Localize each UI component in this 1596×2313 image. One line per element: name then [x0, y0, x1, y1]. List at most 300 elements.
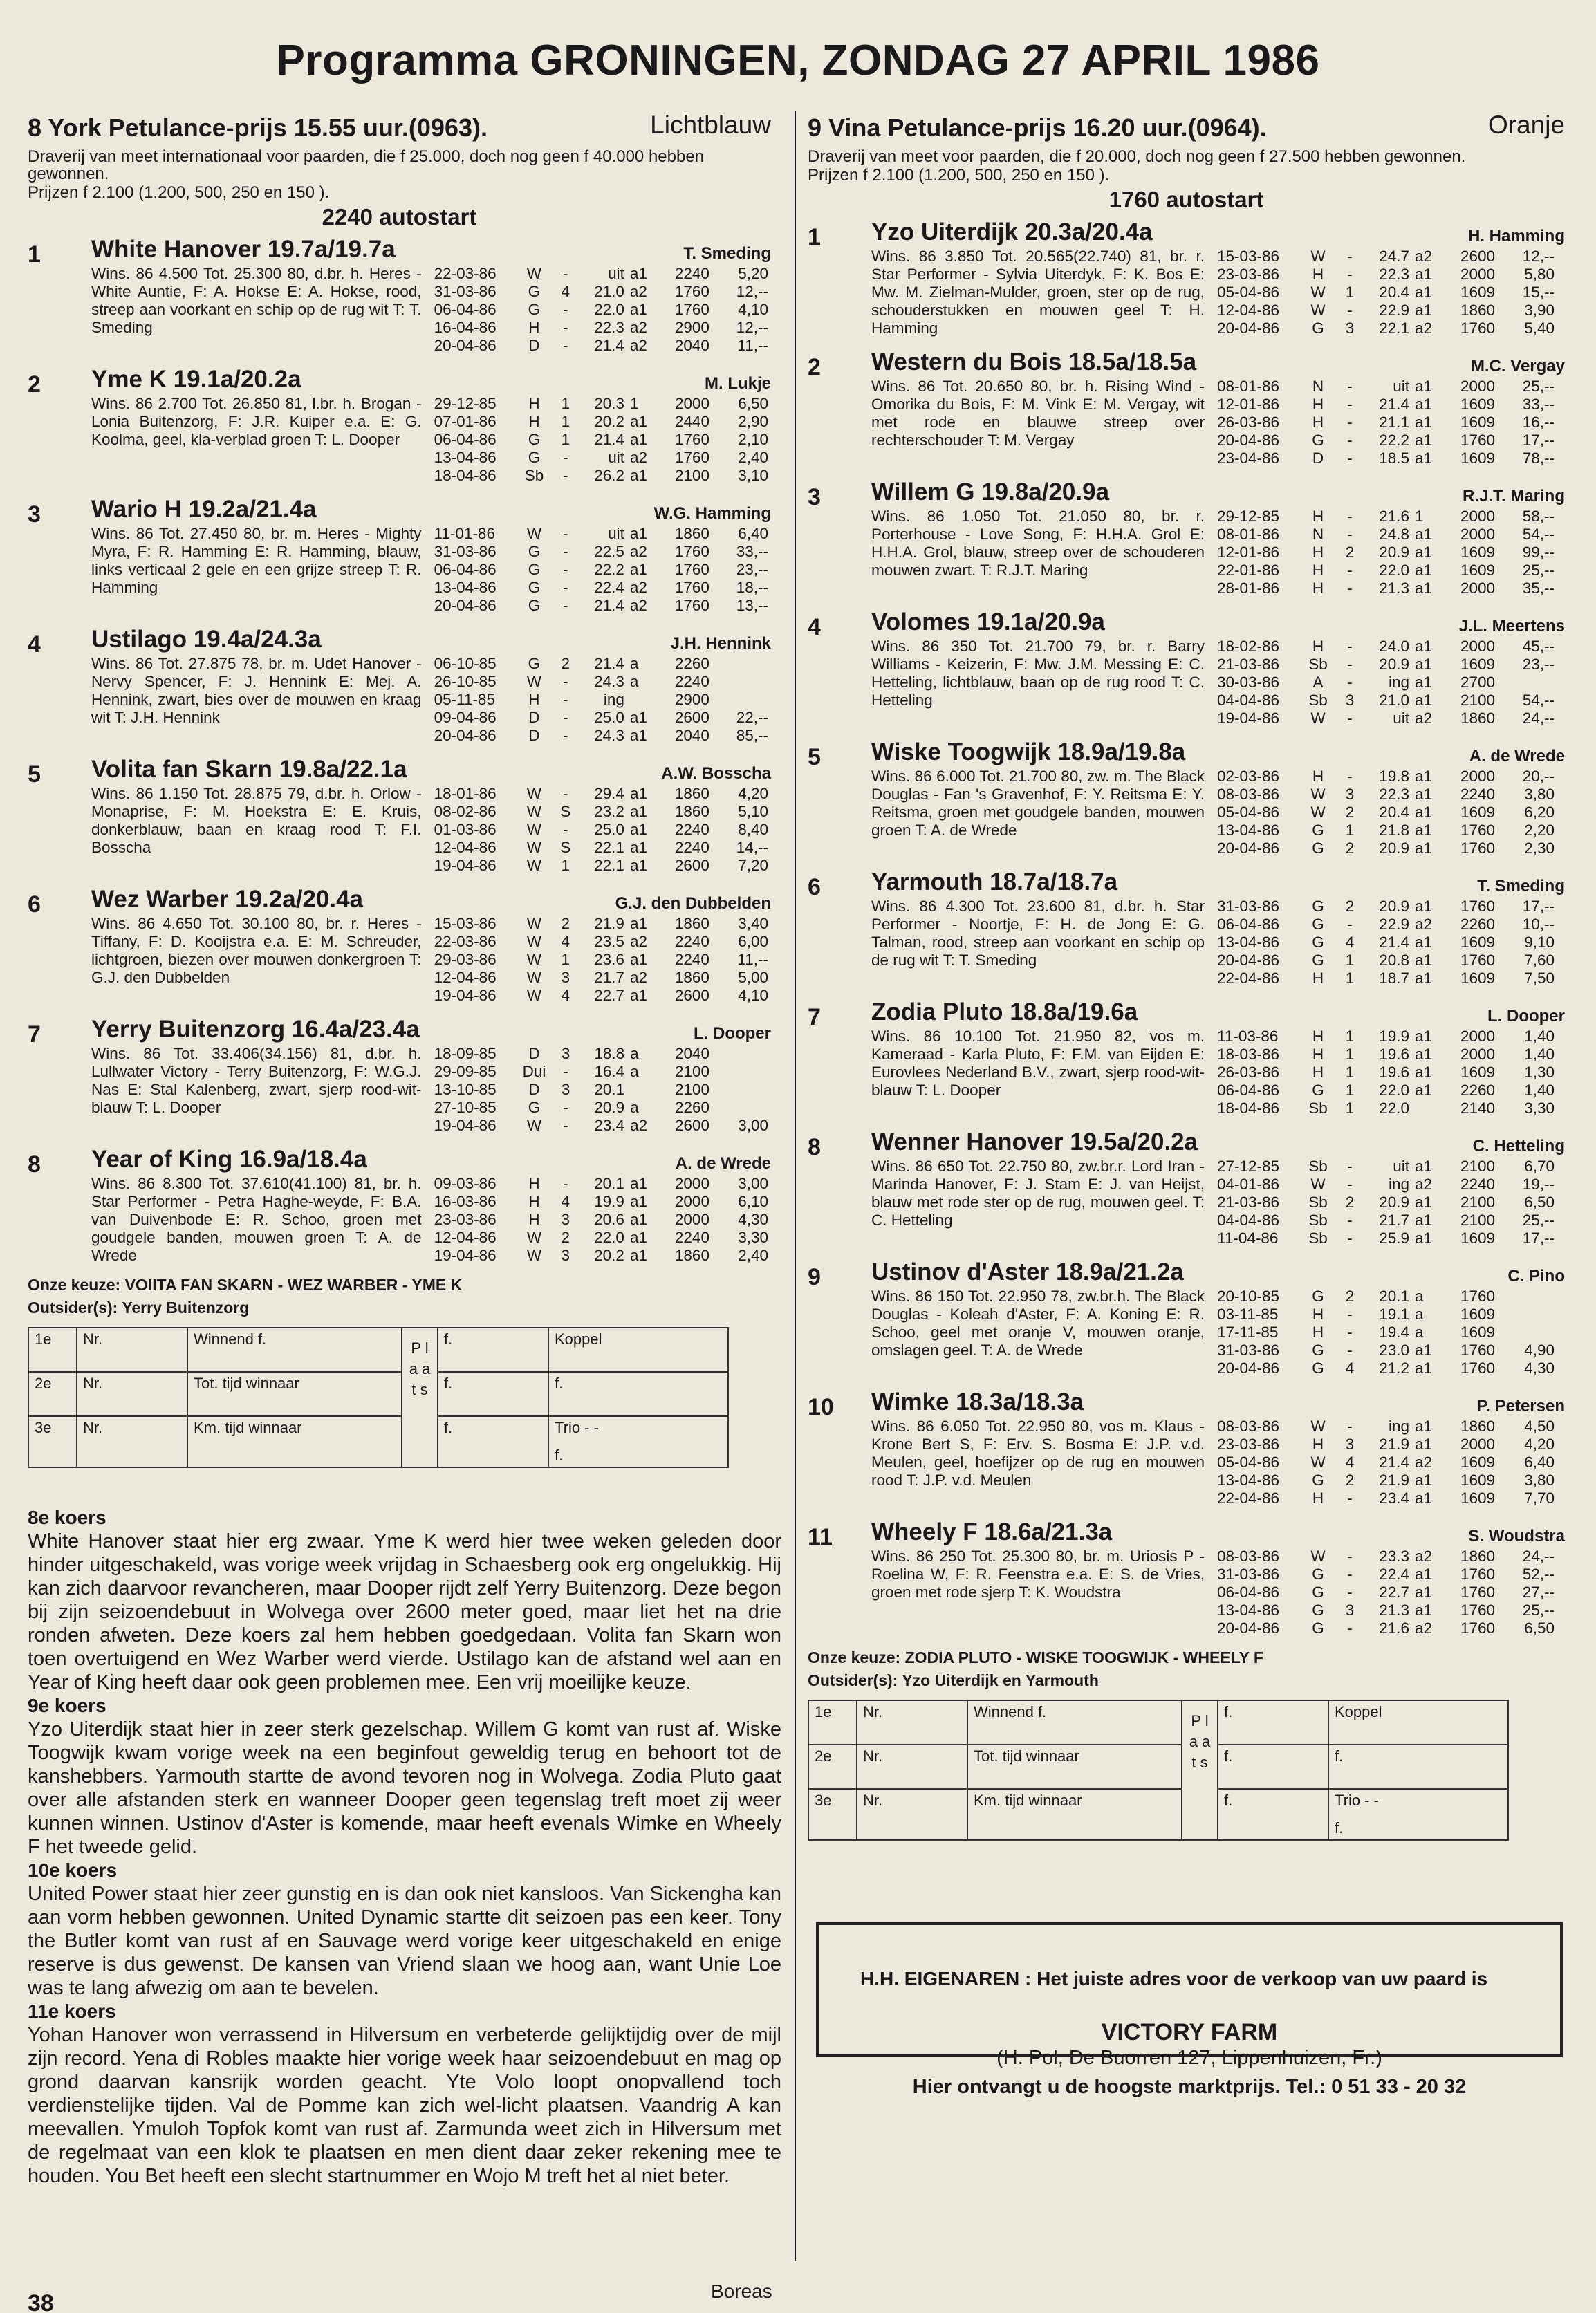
result-cell: 2040 — [674, 727, 709, 744]
result-cell: 20-10-85 — [1217, 1288, 1280, 1305]
result-cell: 1609 — [1460, 1453, 1495, 1471]
result-cell: 09-03-86 — [434, 1175, 497, 1192]
result-cell: a1 — [1415, 544, 1433, 561]
victory-farm-advertisement — [816, 1922, 1563, 2098]
result-cell: 2240 — [674, 673, 709, 690]
horse-entry — [808, 219, 1565, 337]
recent-results-table — [1214, 898, 1557, 987]
result-cell: 22.0 — [1379, 561, 1409, 579]
horse-content — [91, 525, 771, 615]
result-cell: G — [1312, 1288, 1324, 1305]
result-cell: G — [528, 449, 541, 466]
result-cell: 18-09-85 — [434, 1045, 497, 1062]
horse-number: 1 — [808, 224, 821, 250]
result-cell: 5,00 — [738, 969, 768, 986]
result-cell: 2,10 — [738, 431, 768, 448]
result-cell: 27-10-85 — [434, 1099, 497, 1116]
result-cell: a — [629, 673, 639, 690]
result-cell: H — [1312, 561, 1324, 579]
race-prizes: Prijzen f 2.100 (1.200, 500, 250 en 150 ). — [28, 183, 330, 202]
horse-content — [871, 1028, 1565, 1117]
result-cell: N — [1312, 378, 1324, 395]
result-cell: ing — [1388, 1418, 1409, 1435]
plaats-label: P l a a t s — [402, 1328, 438, 1467]
result-cell: 21.4 — [594, 337, 624, 354]
result-cell: 14,-- — [736, 839, 768, 856]
place-label: 3e — [28, 1416, 77, 1467]
horse-description: Wins. 86 4.300 Tot. 23.600 81, d.br. h. Star Performer - Noortje, F: H. de Jong E: G. Talman, rood, streep aan voorkant en schip op de rug wit T: T. Smeding — [871, 898, 1205, 969]
result-cell: 1 — [1345, 1028, 1355, 1045]
result-cell: 4,30 — [1524, 1359, 1555, 1377]
result-cell: 54,-- — [1522, 691, 1555, 709]
result-row — [432, 803, 771, 821]
result-cell: 2,90 — [738, 413, 768, 430]
result-cell: 20.9 — [1379, 898, 1409, 915]
result-cell: 16-04-86 — [434, 319, 497, 336]
result-cell: 22.1 — [594, 857, 624, 874]
result-cell: 13-04-86 — [1217, 933, 1280, 951]
result-cell: H — [1312, 1063, 1324, 1081]
result-cell — [712, 691, 771, 709]
result-cell: G — [1312, 1081, 1324, 1099]
result-cell: 2260 — [675, 1099, 710, 1116]
result-cell: 20-04-86 — [434, 727, 497, 744]
result-cell: a1 — [1415, 1028, 1433, 1045]
result-cell: - — [1347, 1176, 1353, 1193]
result-row — [432, 709, 771, 727]
field-label: Tot. tijd winnaar — [187, 1372, 402, 1416]
result-cell: W — [526, 1117, 542, 1134]
result-cell: a2 — [1415, 1619, 1433, 1637]
result-cell: 25,-- — [1522, 561, 1555, 579]
result-cell: 11-03-86 — [1217, 1028, 1279, 1045]
result-cell: 24.8 — [1379, 526, 1409, 543]
recent-results-table — [1214, 508, 1557, 597]
result-cell: 16-03-86 — [434, 1193, 497, 1210]
result-cell: S — [560, 803, 571, 820]
result-cell: 1760 — [674, 283, 709, 300]
result-cell: 27,-- — [1522, 1583, 1555, 1601]
result-row — [1214, 508, 1557, 526]
result-cell: a1 — [1415, 1418, 1433, 1435]
result-cell: 05-04-86 — [1217, 1453, 1280, 1471]
comment-text: Yohan Hanover won verrassend in Hilversum en verbeterde gelijktijdig over de mijl zijn record. Yena di Robles maakte hier vorige week haar seizoendebuut en mag op grond daarvan kansrijk worden geacht. Yte Volo loopt onopvallend toch verdienstelijke tijden. Val de Pomme kan zich wel-licht plaatsen. Vaandrig A kan meevallen. Ymuloh Topfok komt van rust af. Zarmunda weet zich in Hilversum met de regelmaat van een klok te plaatsen en men dient daar zeker rekening mee te houden. You Bet heeft een slecht startnummer en Wojo M treft het al niet beter. — [28, 2024, 781, 2187]
result-cell: a1 — [1415, 638, 1433, 655]
result-cell: 2100 — [1460, 1193, 1495, 1211]
result-cell: 1609 — [1460, 396, 1495, 413]
result-cell: 2240 — [1460, 786, 1495, 803]
result-cell: 1 — [561, 413, 570, 430]
result-cell: 1760 — [1460, 431, 1495, 449]
result-cell: 18.5 — [1379, 449, 1409, 467]
recent-results-table — [432, 265, 771, 355]
nr-label: Nr. — [857, 1789, 967, 1840]
result-cell: - — [563, 691, 568, 708]
horse-description: Wins. 86 6.000 Tot. 21.700 80, zw. m. The Black Douglas - Fan 's Gravenhof, F: Y. Reitsma E: Y. Reitsma, groen met goudgele banden, mouwen groen T: A. de Wrede — [871, 768, 1205, 839]
result-cell: 2000 — [1460, 638, 1495, 655]
result-cell: 2 — [1345, 1193, 1355, 1211]
result-cell: 1 — [1345, 821, 1355, 839]
result-cell: - — [563, 727, 568, 744]
result-row — [1214, 1453, 1557, 1471]
result-cell: 6,00 — [738, 933, 768, 950]
result-cell: 23.4 — [594, 1117, 625, 1134]
result-cell: - — [563, 1175, 568, 1192]
result-cell: a1 — [629, 857, 647, 874]
horse-content — [91, 655, 771, 745]
result-cell: 19.4 — [1379, 1323, 1409, 1341]
result-cell: 22-04-86 — [1217, 1489, 1280, 1507]
result-cell: a1 — [1415, 1046, 1433, 1063]
result-cell: H — [528, 413, 540, 430]
result-cell: G — [1312, 951, 1324, 969]
result-cell: 7,20 — [738, 857, 768, 874]
result-cell: D — [528, 727, 540, 744]
result-cell: 1,30 — [1524, 1063, 1555, 1081]
result-cell: 20.9 — [1379, 544, 1409, 561]
result-cell: 4,90 — [1524, 1341, 1555, 1359]
result-cell: 13-04-86 — [1217, 821, 1280, 839]
result-cell: 21.6 — [1379, 508, 1409, 525]
result-cell: G — [528, 543, 541, 560]
result-cell: a1 — [1415, 1193, 1433, 1211]
horse-content — [91, 265, 771, 355]
result-cell: 23.4 — [1379, 1489, 1409, 1507]
race-8-column — [28, 111, 771, 1468]
result-cell: - — [1347, 508, 1353, 525]
race-name: 8 York Petulance-prijs 15.55 uur.(0963). — [28, 113, 488, 142]
result-cell: 1609 — [1460, 449, 1495, 467]
page-number: 38 — [28, 2290, 54, 2313]
result-cell: 08-03-86 — [1217, 1548, 1280, 1565]
result-cell: - — [1347, 709, 1353, 727]
result-cell: G — [1312, 431, 1324, 449]
result-cell: 5,40 — [1524, 319, 1555, 337]
result-cell: 19.8 — [1379, 768, 1409, 785]
result-cell: H — [1312, 508, 1324, 525]
horse-description: Wins. 86 3.850 Tot. 20.565(22.740) 81, br. r. Star Performer - Sylvia Uiterdyk, F: K. Bos E: Mw. M. Zielman-Mulder, groen, ster op de rug, schouderstukken en mouwen geel T: H. Hamming — [871, 248, 1205, 337]
result-row — [1214, 933, 1557, 951]
result-cell: a2 — [1415, 1453, 1433, 1471]
result-cell: G — [1312, 916, 1324, 933]
horse-driver: T. Smeding — [1477, 877, 1565, 895]
result-cell: 29-12-85 — [434, 395, 497, 412]
result-cell: 1760 — [674, 579, 709, 596]
result-row — [1214, 561, 1557, 579]
result-cell: G — [1312, 1583, 1324, 1601]
result-cell: 1609 — [1460, 284, 1495, 301]
result-cell: - — [563, 579, 568, 596]
comment-text: White Hanover staat hier erg zwaar. Yme K werd hier twee weken geleden door hinder uitgeschakeld, was vorige week vrijdag in Schaesberg ook erg ongelukkig. Hij kan zich daarvoor revancheren, maar Dooper rijdt zelf Yerry Buitenzorg. Deze begon bij zijn seizoendebuut in Wolvega over 2600 meter goed, maar liet het na drie ronden afweten. Deze koers zal hem hebben goedgedaan. Volita fan Skarn won toen overtuigend en Wez Warber werd vierde. Ustilago kan de afstand wel aan en Year of King heeft daar ook geen problemen mee. Een vrij moeilijke keuze. — [28, 1530, 781, 1693]
result-cell: 20-04-86 — [1217, 1359, 1280, 1377]
result-cell: 12,-- — [736, 283, 768, 300]
result-cell: 1860 — [674, 803, 709, 820]
result-cell: 17,-- — [1522, 1229, 1555, 1247]
result-cell: 2,30 — [1524, 839, 1555, 857]
result-cell: - — [563, 1117, 568, 1134]
result-row — [432, 1099, 771, 1117]
result-cell: 3,30 — [738, 1229, 768, 1246]
result-form-row — [28, 1372, 728, 1416]
result-row — [432, 561, 771, 579]
result-cell: 6,10 — [738, 1193, 768, 1210]
result-cell: H — [1312, 544, 1324, 561]
horse-driver: M.C. Vergay — [1470, 357, 1565, 375]
result-row — [432, 673, 771, 691]
result-cell: G — [1312, 1601, 1324, 1619]
comment-heading: 9e koers — [28, 1695, 106, 1716]
comment-text: United Power staat hier zeer gunstig en is dan ook niet kansloos. Van Sickengha kan aan vorm hebben gewonnen. United Dynamic startte dit seizoen pas een keer. Tony the Butler komt van rust af en Sauvage werd vorige keer uitgeschakeld en enige reserve is dus gewenst. De kansen van Vriend slaan we hoog aan, want Unie Loe was te lang afwezig om aan te bevelen. — [28, 1883, 781, 1999]
field-label: Winnend f. — [187, 1328, 402, 1372]
result-cell: 18,-- — [736, 579, 768, 596]
result-cell: 20.9 — [1379, 839, 1409, 857]
result-cell: a1 — [1415, 414, 1433, 431]
result-row — [1214, 1418, 1557, 1436]
place-label: 1e — [28, 1328, 77, 1372]
horse-number: 7 — [808, 1004, 821, 1030]
horse-entry — [28, 366, 771, 485]
result-cell: 12-04-86 — [434, 1229, 497, 1246]
result-cell: 2 — [561, 915, 570, 932]
result-cell: H — [1312, 266, 1324, 283]
result-cell: 2 — [1345, 544, 1355, 561]
result-cell: D — [528, 1045, 540, 1062]
result-cell: 22.4 — [594, 579, 624, 596]
result-form-row — [28, 1416, 728, 1467]
result-cell: 02-03-86 — [1217, 768, 1280, 785]
result-form-row — [808, 1789, 1508, 1840]
result-cell: 22.2 — [594, 561, 624, 578]
horse-body — [91, 626, 771, 745]
result-cell: - — [1347, 656, 1353, 673]
result-row — [1214, 1288, 1557, 1306]
result-row — [432, 283, 771, 301]
horse-name-row — [871, 1518, 1565, 1548]
horse-entry — [808, 998, 1565, 1117]
result-cell — [1498, 1288, 1557, 1306]
result-cell: 1760 — [674, 301, 709, 318]
result-cell: 1609 — [1460, 933, 1495, 951]
result-cell: 2000 — [1460, 1436, 1495, 1453]
result-cell: a1 — [1415, 803, 1433, 821]
horse-driver: P. Petersen — [1476, 1397, 1565, 1415]
result-cell: H — [1312, 1306, 1324, 1323]
horse-driver: L. Dooper — [694, 1024, 771, 1043]
horse-entry — [28, 236, 771, 355]
race-9-column — [808, 111, 1565, 1841]
result-cell: 12-04-86 — [434, 969, 497, 986]
horse-name: Wiske Toogwijk 18.9a/19.8a — [871, 739, 1186, 765]
result-row — [1214, 691, 1557, 709]
result-cell: 52,-- — [1522, 1566, 1555, 1583]
result-row — [1214, 898, 1557, 916]
result-cell: a1 — [629, 1247, 647, 1264]
horse-number: 6 — [808, 874, 821, 900]
result-cell: 25,-- — [1522, 1211, 1555, 1229]
result-cell: a2 — [1415, 709, 1433, 727]
pool-label: f. — [1328, 1745, 1508, 1789]
result-cell — [1498, 1323, 1557, 1341]
result-cell — [712, 1099, 771, 1117]
result-row — [1214, 1081, 1557, 1099]
horse-name: Wheely F 18.6a/21.3a — [871, 1518, 1113, 1545]
horse-body — [91, 1016, 771, 1135]
result-cell: 05-11-85 — [434, 691, 495, 708]
f-label: f. — [1218, 1745, 1328, 1789]
result-cell: W — [526, 987, 542, 1004]
result-cell: 07-01-86 — [434, 413, 497, 430]
result-cell: 21.4 — [1379, 933, 1409, 951]
result-cell: - — [1347, 1158, 1353, 1175]
race-comments — [28, 1506, 781, 2188]
horse-body — [91, 366, 771, 485]
horse-number: 5 — [28, 761, 41, 788]
horse-driver: S. Woudstra — [1468, 1527, 1565, 1545]
result-cell: a1 — [629, 987, 647, 1004]
horse-name-row — [91, 366, 771, 395]
result-row — [1214, 839, 1557, 857]
result-cell: A — [1312, 674, 1324, 691]
result-cell: a1 — [1415, 656, 1433, 673]
result-cell: 06-04-86 — [1217, 1081, 1280, 1099]
result-cell: 6,50 — [738, 395, 768, 412]
koppel-label: Koppel — [1335, 1703, 1382, 1720]
result-cell: a2 — [629, 597, 647, 614]
result-cell: - — [1347, 1306, 1353, 1323]
result-cell: 18-04-86 — [1217, 1099, 1280, 1117]
result-row — [1214, 1471, 1557, 1489]
result-cell: 2100 — [1460, 691, 1495, 709]
result-cell: 1609 — [1460, 1471, 1495, 1489]
result-row — [1214, 431, 1557, 449]
result-cell: 23,-- — [736, 561, 768, 578]
result-cell: W — [1310, 248, 1326, 265]
result-cell: G — [1312, 898, 1324, 915]
result-cell: 2 — [1345, 898, 1355, 915]
result-cell: 11,-- — [737, 337, 768, 354]
result-cell: a1 — [1415, 301, 1433, 319]
result-cell: a1 — [629, 785, 647, 802]
horse-name-row — [871, 1128, 1565, 1158]
result-cell: H — [528, 691, 540, 708]
result-cell: H — [528, 319, 540, 336]
result-cell: 2100 — [675, 1063, 710, 1080]
result-cell: W — [1310, 301, 1326, 319]
horse-description: Wins. 86 10.100 Tot. 21.950 82, vos m. Kameraad - Karla Pluto, F: F.M. van Eijden E: Eurovlees Nederland B.V., zwart, sjerp rood-wit-blauw T: L. Dooper — [871, 1028, 1205, 1099]
place-label: 1e — [808, 1700, 857, 1745]
result-cell: 3 — [561, 1247, 570, 1264]
horse-entry — [808, 868, 1565, 987]
result-cell: - — [563, 597, 568, 614]
result-cell: 22.0 — [1379, 1081, 1409, 1099]
result-cell: 3 — [1345, 691, 1355, 709]
recent-results-table — [432, 525, 771, 615]
result-cell: 4,10 — [738, 987, 768, 1004]
horse-number: 3 — [808, 484, 821, 510]
result-cell: G — [1312, 1471, 1324, 1489]
result-cell: 6,50 — [1524, 1193, 1555, 1211]
result-cell: 22,-- — [736, 709, 768, 726]
recent-results-table — [432, 655, 771, 745]
result-cell: 24.0 — [1379, 638, 1409, 655]
result-cell: 20-04-86 — [1217, 431, 1280, 449]
result-cell: 33,-- — [736, 543, 768, 560]
result-cell: 20-04-86 — [1217, 1619, 1280, 1637]
result-cell: 4 — [1345, 1359, 1355, 1377]
result-cell: 24.7 — [1379, 248, 1409, 265]
horse-driver: C. Pino — [1507, 1267, 1565, 1285]
result-cell: 5,10 — [738, 803, 768, 820]
result-cell: 3 — [1345, 1601, 1355, 1619]
result-cell: 4,20 — [1524, 1436, 1555, 1453]
result-cell: 4 — [1345, 1453, 1355, 1471]
result-cell: a1 — [1415, 1359, 1433, 1377]
result-cell: 3 — [561, 1081, 570, 1098]
result-cell: 11,-- — [737, 951, 768, 968]
result-cell: 2600 — [674, 709, 709, 726]
result-cell: G — [1312, 821, 1324, 839]
result-cell: 22.4 — [1379, 1566, 1409, 1583]
result-cell: 3,80 — [1524, 786, 1555, 803]
result-cell: 06-04-86 — [1217, 1583, 1280, 1601]
result-cell: 12,-- — [736, 319, 768, 336]
result-row — [432, 597, 771, 615]
result-cell: 21.4 — [1379, 1453, 1409, 1471]
result-cell: a2 — [629, 933, 647, 950]
result-cell: 1609 — [1460, 1063, 1495, 1081]
result-cell: 3 — [561, 1045, 570, 1062]
result-cell: 22-03-86 — [434, 933, 497, 950]
result-cell: 2040 — [675, 1045, 710, 1062]
result-cell: 22.5 — [594, 543, 624, 560]
result-cell: a — [1415, 1306, 1424, 1323]
result-cell: 3,80 — [1524, 1471, 1555, 1489]
result-cell — [1412, 1099, 1444, 1117]
horse-name-row — [871, 868, 1565, 898]
race-prizes: Prijzen f 2.100 (1.200, 500, 250 en 150 ). — [808, 166, 1110, 185]
result-cell: 18-03-86 — [1217, 1046, 1280, 1063]
result-cell: a1 — [1415, 284, 1433, 301]
result-cell: 1609 — [1460, 656, 1495, 673]
result-cell: 21.4 — [1379, 396, 1409, 413]
result-row — [1214, 1193, 1557, 1211]
result-cell: 2,40 — [738, 449, 768, 466]
result-cell: 29-12-85 — [1217, 508, 1280, 525]
result-cell: 12-01-86 — [1217, 544, 1280, 561]
result-row — [1214, 1359, 1557, 1377]
result-cell: - — [1347, 579, 1353, 597]
result-cell — [627, 691, 659, 709]
result-cell: 17,-- — [1522, 898, 1555, 915]
result-form — [28, 1327, 729, 1468]
nr-label: Nr. — [77, 1416, 187, 1467]
result-cell: 1 — [1345, 969, 1355, 987]
result-cell: 4,50 — [1524, 1418, 1555, 1435]
result-cell: 5,80 — [1524, 266, 1555, 283]
result-row — [432, 951, 771, 969]
horse-body — [91, 886, 771, 1005]
result-form-row — [808, 1745, 1508, 1789]
result-cell: a1 — [1415, 768, 1433, 785]
horse-driver: H. Hamming — [1467, 227, 1565, 245]
horse-description: Wins. 86 350 Tot. 21.700 79, br. r. Barry Williams - Keizerin, F: Mw. J.M. Messing E: C. Hetteling, lichtblauw, baan op de rug rood T: C. Hetteling — [871, 638, 1205, 709]
horse-name-row — [91, 496, 771, 525]
result-cell: - — [1347, 1323, 1353, 1341]
result-row — [432, 857, 771, 875]
result-cell: 22.0 — [594, 301, 624, 318]
result-cell: H — [1312, 1028, 1324, 1045]
result-cell: 16.4 — [594, 1063, 625, 1080]
